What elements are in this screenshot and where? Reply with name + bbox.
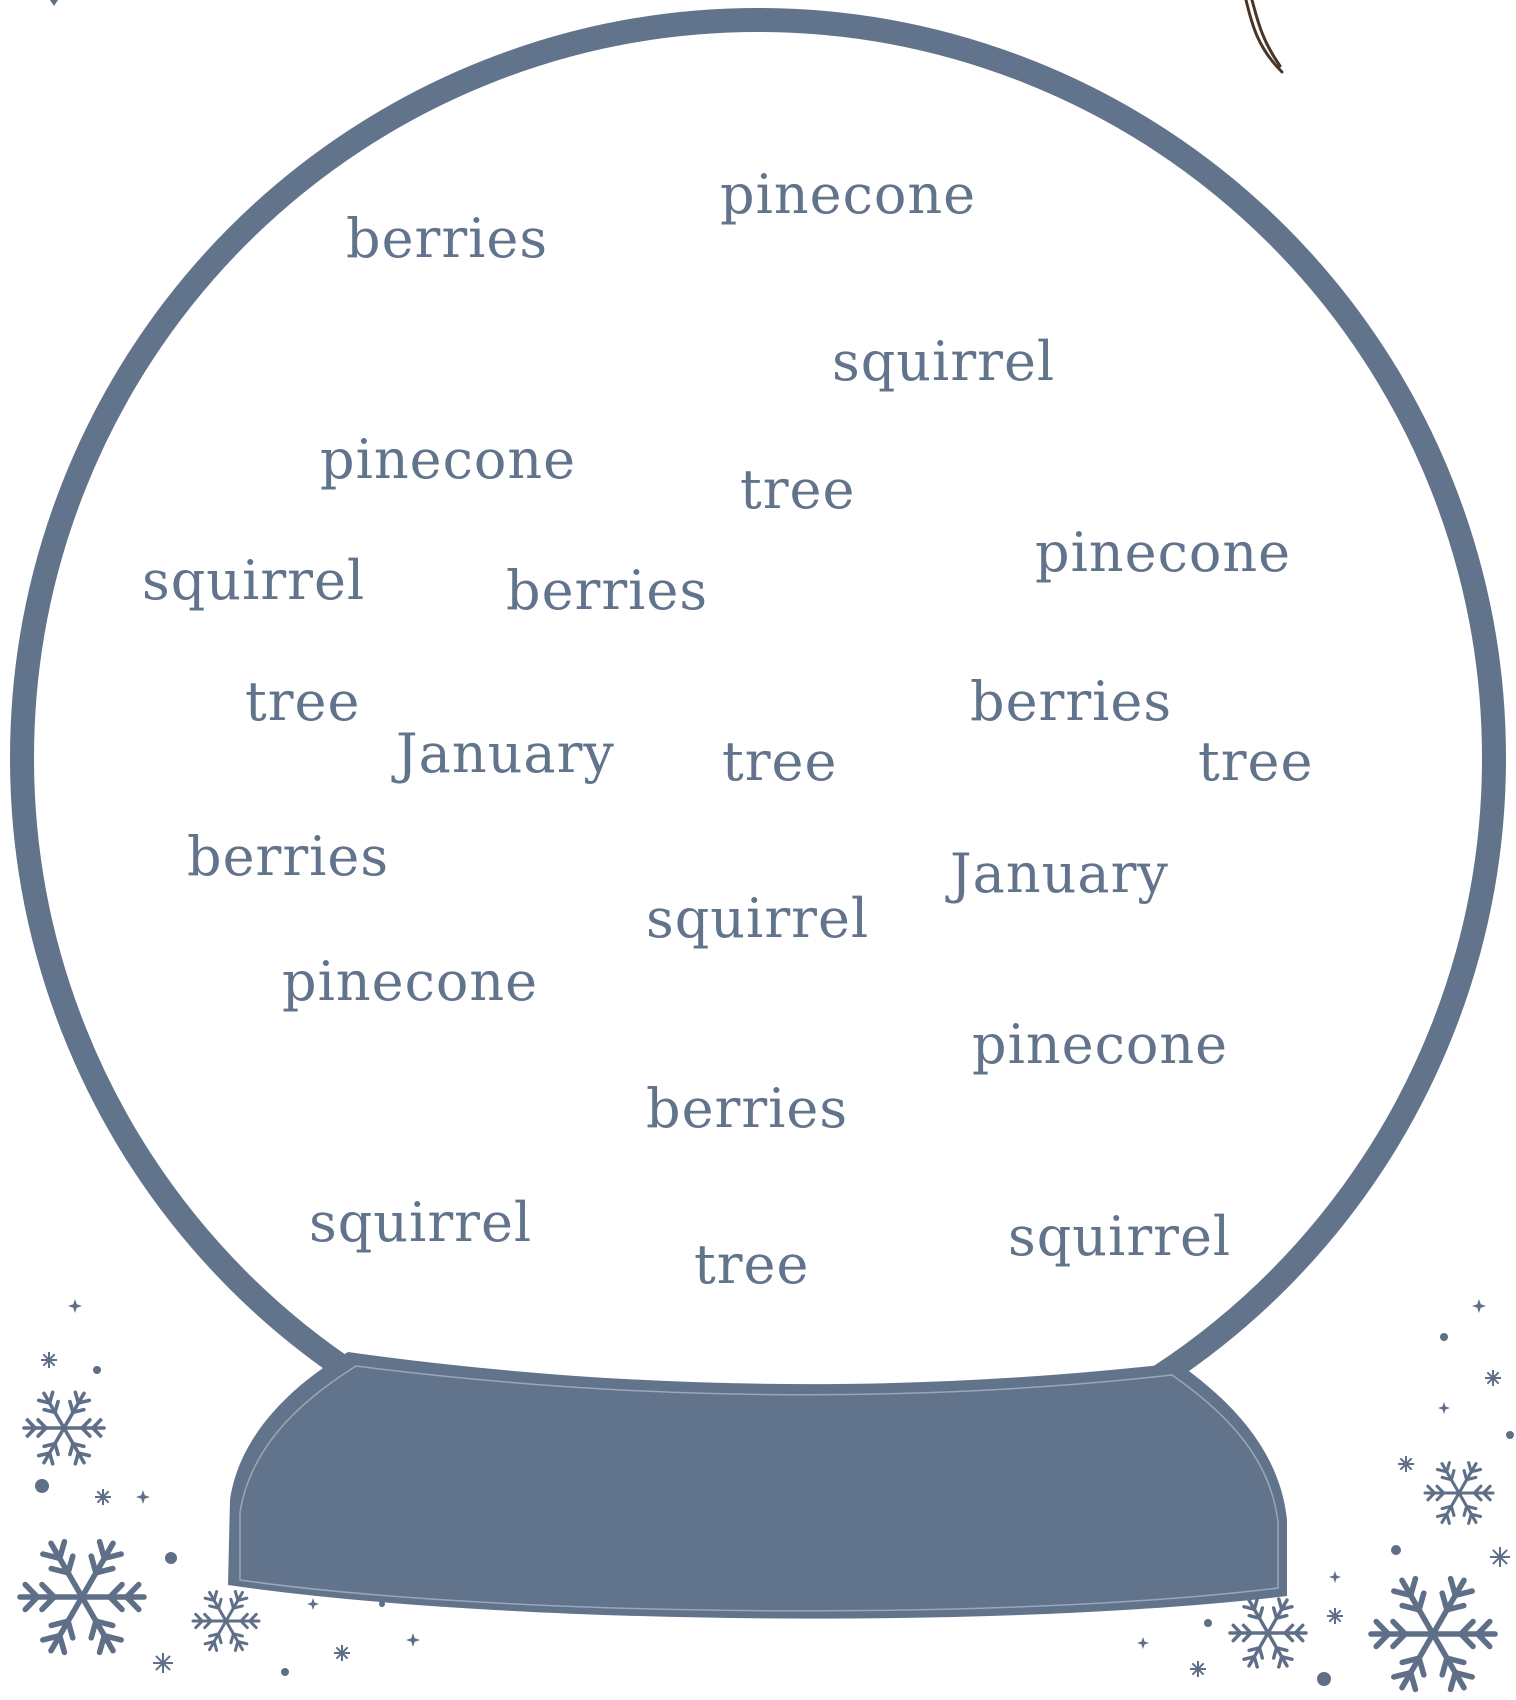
word-item: squirrel bbox=[832, 330, 1056, 393]
snowflake-icon bbox=[20, 1542, 144, 1653]
word-item: tree bbox=[694, 1233, 810, 1296]
sparkle-icon bbox=[1329, 1571, 1341, 1583]
snow-dot bbox=[379, 1601, 385, 1607]
snowflake-icon bbox=[24, 1392, 104, 1463]
word-item: squirrel bbox=[1008, 1205, 1232, 1268]
snow-dot bbox=[1391, 1545, 1401, 1555]
sparkle-icon bbox=[68, 1299, 82, 1313]
word-item: tree bbox=[245, 670, 361, 733]
word-item: pinecone bbox=[720, 163, 977, 226]
sparkle-icon bbox=[153, 1653, 173, 1673]
sparkle-icon bbox=[1490, 1547, 1510, 1567]
branch-icon bbox=[1246, 0, 1282, 72]
sparkle-icon bbox=[95, 1489, 111, 1505]
snowflake-icon bbox=[1371, 1579, 1495, 1690]
word-item: berries bbox=[346, 207, 549, 270]
snow-dot bbox=[35, 1479, 49, 1493]
word-item: berries bbox=[187, 825, 390, 888]
sparkle-icon bbox=[1327, 1608, 1343, 1624]
sparkle-icon bbox=[50, 0, 58, 6]
sparkle-icon bbox=[41, 1352, 57, 1368]
sparkle-icon bbox=[1472, 1299, 1486, 1313]
word-item: pinecone bbox=[320, 428, 577, 491]
snow-dot bbox=[1317, 1672, 1331, 1686]
sparkle-icon bbox=[1190, 1661, 1206, 1677]
sparkle-icon bbox=[406, 1633, 420, 1647]
snow-dot bbox=[1440, 1333, 1448, 1341]
word-item: tree bbox=[722, 730, 838, 793]
snowflake-icon bbox=[1425, 1463, 1493, 1524]
sparkle-icon bbox=[136, 1490, 150, 1504]
sparkle-icon bbox=[1438, 1402, 1450, 1414]
snowflake-icon bbox=[1230, 1599, 1306, 1667]
word-item: berries bbox=[646, 1077, 849, 1140]
word-item: January bbox=[396, 722, 615, 785]
word-item: pinecone bbox=[1035, 521, 1292, 584]
word-item: pinecone bbox=[972, 1013, 1229, 1076]
globe-base bbox=[228, 1352, 1287, 1619]
word-item: pinecone bbox=[282, 950, 539, 1013]
sparkle-icon bbox=[334, 1645, 350, 1661]
sparkle-icon bbox=[1137, 1637, 1149, 1649]
word-item: squirrel bbox=[646, 887, 870, 950]
sparkle-icon bbox=[1485, 1370, 1501, 1386]
snow-dot bbox=[165, 1552, 177, 1564]
snow-dot bbox=[281, 1668, 289, 1676]
snow-dot bbox=[1506, 1431, 1514, 1439]
sparkle-icon bbox=[1398, 1456, 1414, 1472]
word-item: squirrel bbox=[142, 549, 366, 612]
snow-dot bbox=[1204, 1619, 1212, 1627]
word-item: January bbox=[950, 842, 1169, 905]
word-item: berries bbox=[970, 670, 1173, 733]
word-item: tree bbox=[1198, 730, 1314, 793]
sparkle-icon bbox=[307, 1598, 319, 1610]
word-item: squirrel bbox=[309, 1191, 533, 1254]
word-item: berries bbox=[506, 559, 709, 622]
snowflake-icon bbox=[193, 1592, 259, 1651]
snow-dot bbox=[93, 1366, 101, 1374]
word-item: tree bbox=[740, 458, 856, 521]
